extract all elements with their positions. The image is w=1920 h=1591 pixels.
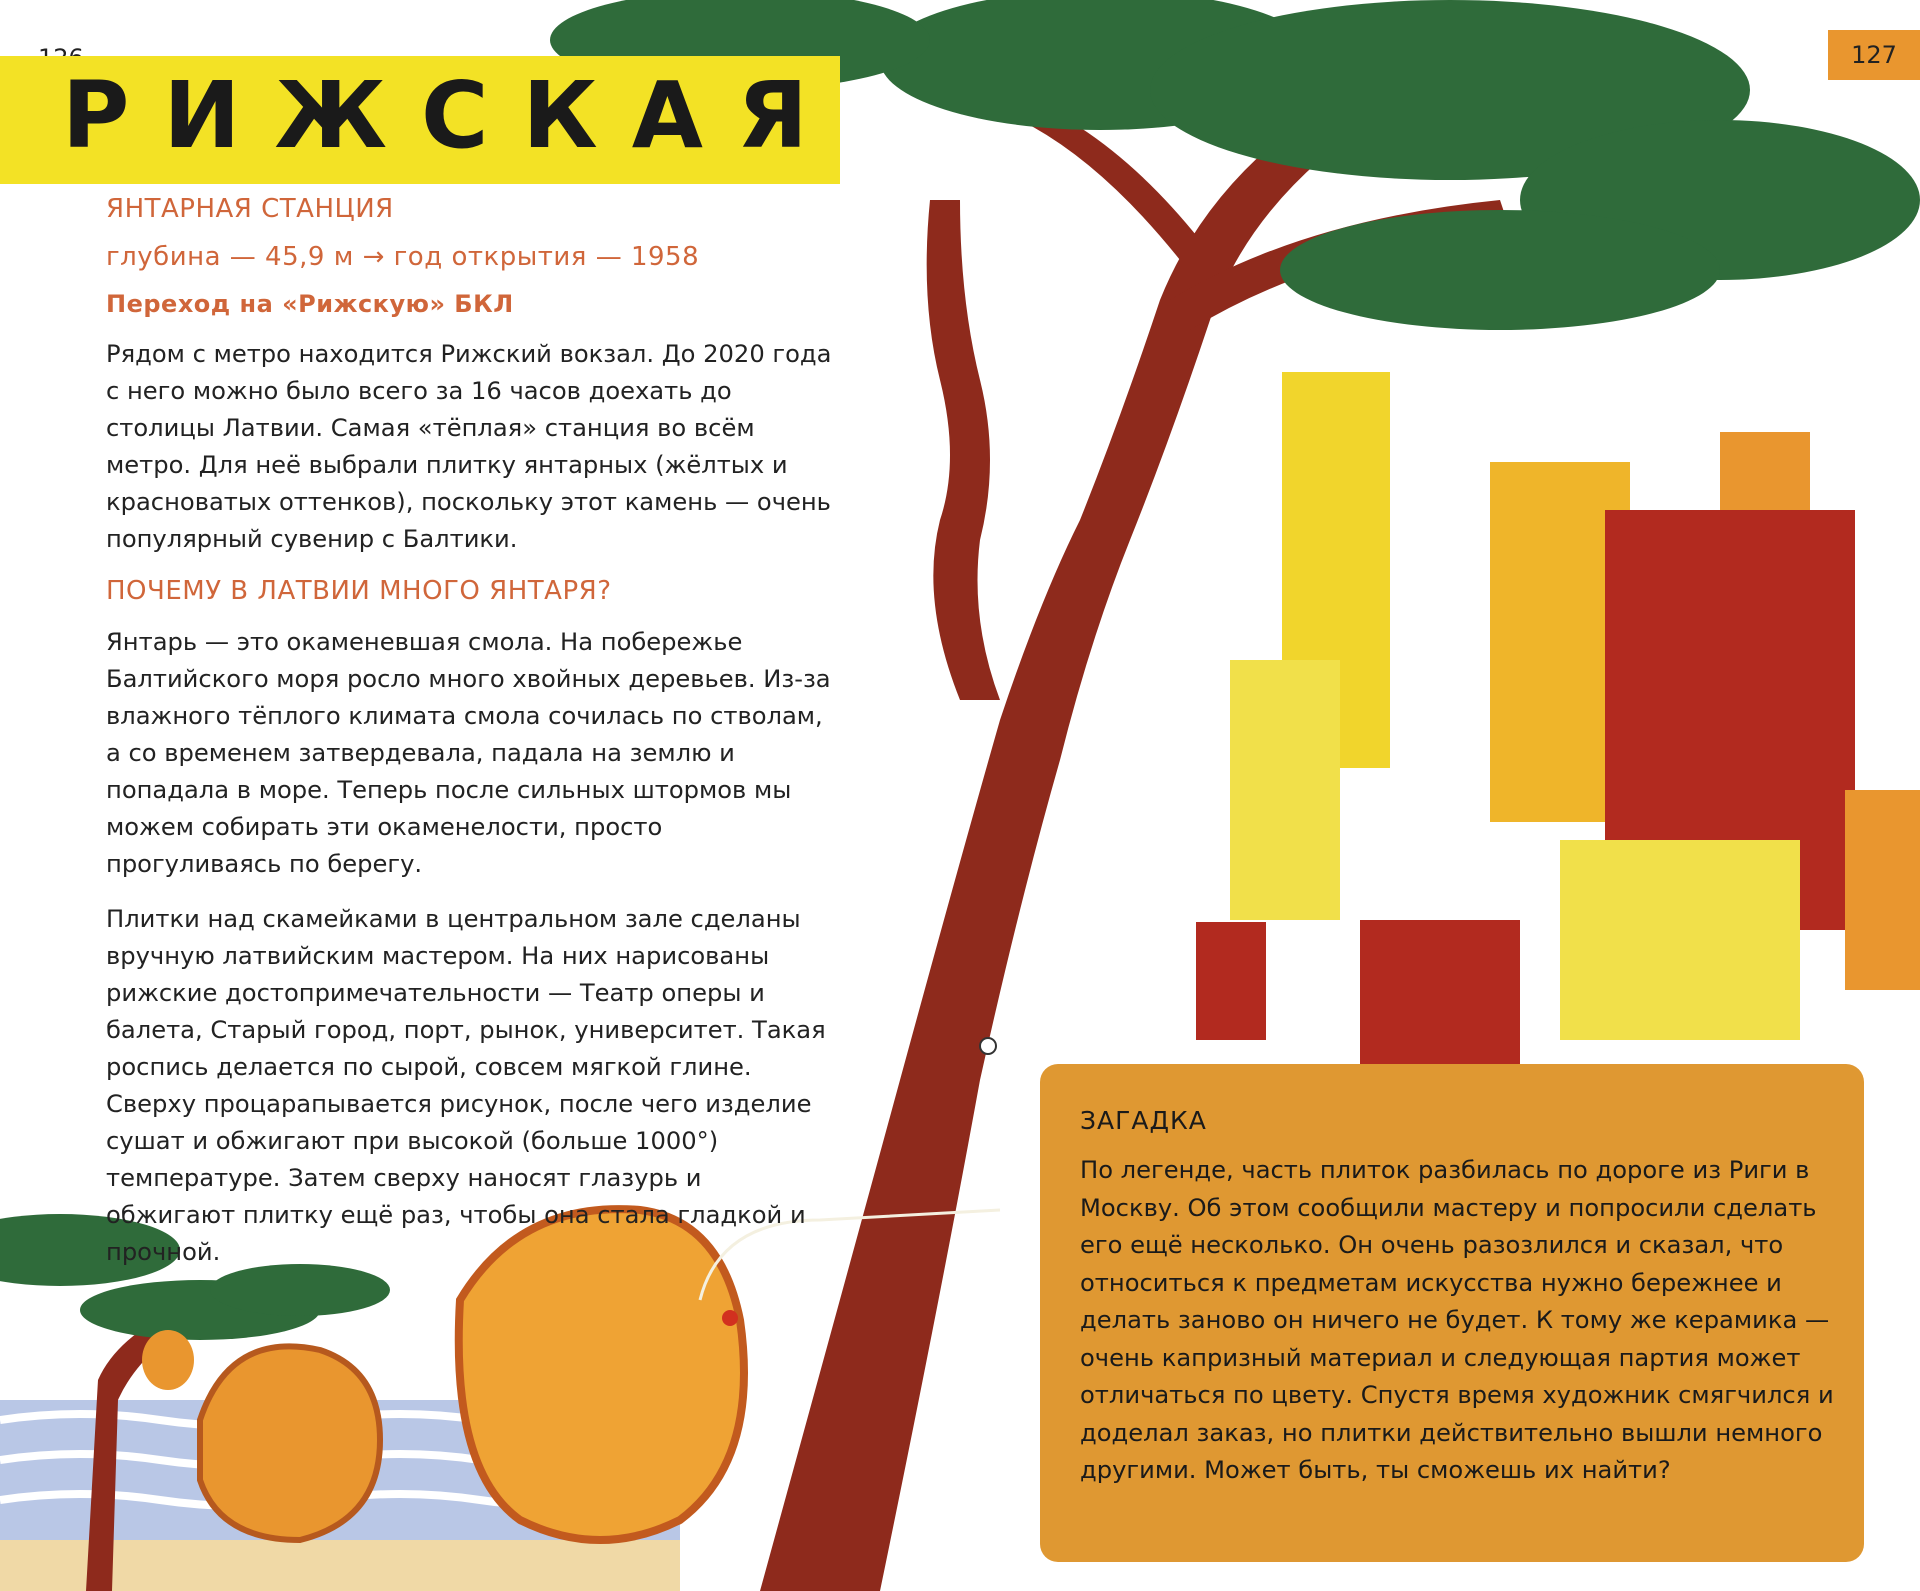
decorative-tiles-illustration	[1196, 372, 1920, 1070]
station-stats: глубина — 45,9 м → год открытия — 1958	[106, 242, 700, 272]
main-text-column	[106, 194, 834, 1289]
paragraph-amber: Янтарь — это окаменевшая смола. На побережье Балтийского моря росло много хвойных деревьев. Из-за влажного тёплого климата смола сочилась по стволам, а со временем затвердевала, падала на землю и попадала в море. Теперь после сильных штормов мы можем собирать эти окаменелости, просто прогуливаясь по берегу.	[106, 628, 831, 878]
paragraph-intro: Рядом с метро находится Рижский вокзал. До 2020 года с него можно было всего за 16 часов доехать до столицы Латвии. Самая «тёплая» станция во всём метро. Для неё выбрали плитку янтарных (жёлтых и красноватых оттенков), поскольку этот камень — очень популярный сувенир с Балтики.	[106, 340, 832, 553]
page-number-right: 127	[1828, 30, 1920, 80]
station-subtitle: ЯНТАРНАЯ СТАНЦИЯ	[106, 194, 394, 224]
question-heading: ПОЧЕМУ В ЛАТВИИ МНОГО ЯНТАРЯ?	[106, 576, 612, 606]
paragraph-tiles: Плитки над скамейками в центральном зале сделаны вручную латвийским мастером. На них нарисованы рижские достопримечательности — Театр оперы и балета, Старый город, порт, рынок, университет. Такая роспись делается по сырой, совсем мягкой глине. Сверху процарапывается рисунок, после чего изделие сушат и обжигают при высокой (больше 1000°) температуре. Затем сверху наносят глазурь и обжигают плитку ещё раз, чтобы она стала гладкой и прочной.	[106, 905, 826, 1266]
riddle-box	[1040, 1064, 1864, 1562]
page-title: РИЖСКАЯ	[62, 62, 842, 169]
riddle-title: ЗАГАДКА	[1080, 1106, 1207, 1135]
transfer-info: Переход на «Рижскую» БКЛ	[106, 290, 514, 318]
riddle-text: По легенде, часть плиток разбилась по дороге из Риги в Москву. Об этом сообщили мастеру и попросили сделать его ещё несколько. Он очень разозлился и сказал, что относиться к предметам искусства нужно бережнее и делать заново он ничего не будет. К тому же керамика — очень капризный материал и следующая партия может отличаться по цвету. Спустя время художник смягчился и доделал заказ, но плитки действительно вышли немного другими. Может быть, ты сможешь их найти?	[1080, 1156, 1834, 1484]
